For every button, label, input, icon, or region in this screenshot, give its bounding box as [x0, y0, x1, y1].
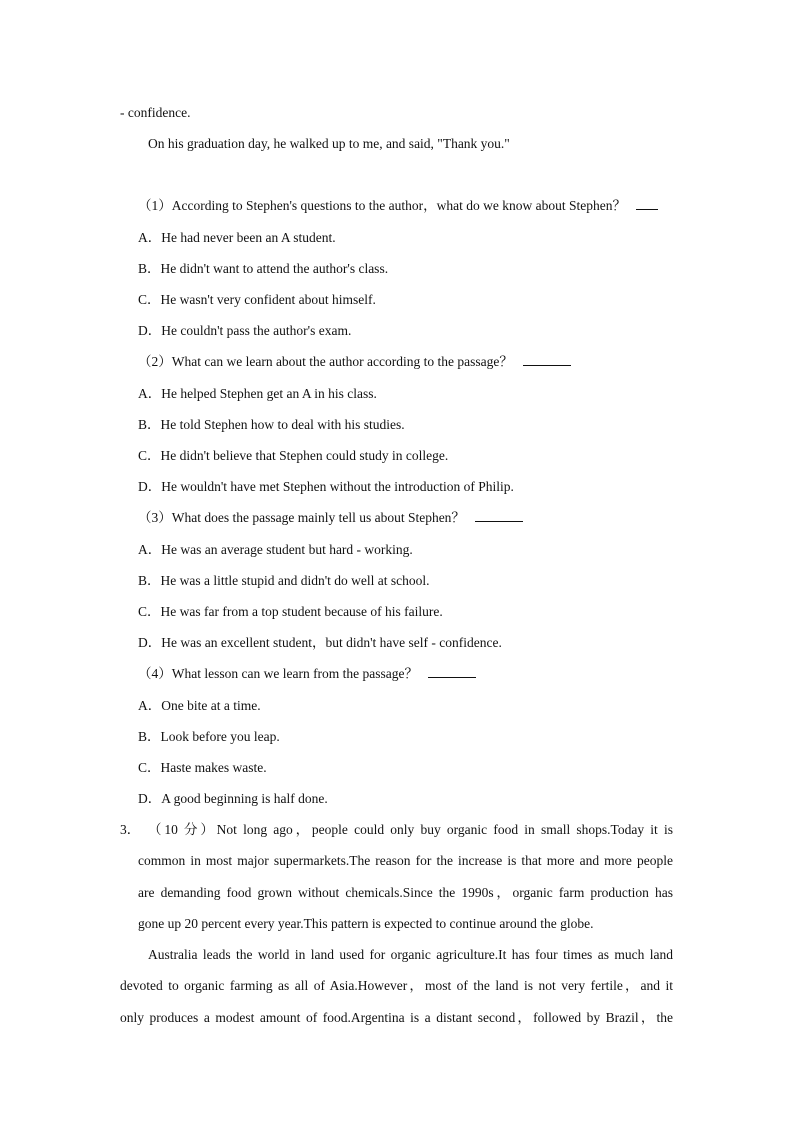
q3-option-b: B．He was a little stupid and didn't do well at school. — [138, 573, 430, 588]
paragraph-2-line-1: Australia leads the world in land used for organic agriculture.It has four times as much land — [148, 947, 673, 962]
q4-option-d: D．A good beginning is half done. — [138, 791, 328, 806]
section-3-line-3: are demanding food grown without chemicals.Since the 1990s，organic farm production has — [138, 885, 673, 900]
q2-option-b: B．He told Stephen how to deal with his studies. — [138, 417, 405, 432]
question-3-stem: （3）What does the passage mainly tell us about Stephen？ — [138, 509, 523, 527]
question-1-stem: （1）According to Stephen's questions to the author，what do we know about Stephen？ — [138, 197, 658, 215]
q3-option-d: D．He was an excellent student，but didn't have self - confidence. — [138, 635, 502, 650]
paragraph-2-line-3: only produces a modest amount of food.Argentina is a distant second，followed by Brazil，the — [120, 1010, 673, 1025]
section-3-line-2: common in most major supermarkets.The reason for the increase is that more and more people — [138, 853, 673, 868]
continuation-text: - confidence. — [120, 105, 191, 120]
section-3-line-4: gone up 20 percent every year.This pattern is expected to continue around the globe. — [138, 916, 594, 931]
section-3-number: 3． — [120, 822, 141, 837]
answer-blank — [523, 353, 571, 366]
answer-blank — [636, 197, 658, 210]
q1-option-b: B．He didn't want to attend the author's class. — [138, 261, 389, 276]
q4-option-b: B．Look before you leap. — [138, 729, 280, 744]
q2-option-a: A．He helped Stephen get an A in his class. — [138, 386, 377, 401]
q2-option-d: D．He wouldn't have met Stephen without the introduction of Philip. — [138, 479, 514, 494]
section-3-line-1: （10 分）Not long ago，people could only buy organic food in small shops.Today it is — [148, 822, 673, 837]
answer-blank — [475, 509, 523, 522]
q3-option-c: C．He was far from a top student because of his failure. — [138, 604, 443, 619]
q4-option-a: A．One bite at a time. — [138, 698, 261, 713]
q1-option-c: C．He wasn't very confident about himself. — [138, 292, 376, 307]
q1-option-d: D．He couldn't pass the author's exam. — [138, 323, 352, 338]
question-4-stem: （4）What lesson can we learn from the passage？ — [138, 665, 476, 683]
closing-sentence: On his graduation day, he walked up to me, and said, "Thank you." — [148, 136, 510, 151]
answer-blank — [428, 665, 476, 678]
q2-option-c: C．He didn't believe that Stephen could study in college. — [138, 448, 449, 463]
q1-option-a: A．He had never been an A student. — [138, 230, 336, 245]
question-2-stem: （2）What can we learn about the author according to the passage？ — [138, 353, 571, 371]
paragraph-2-line-2: devoted to organic farming as all of Asia.However，most of the land is not very fertile，and it — [120, 978, 673, 993]
q3-option-a: A．He was an average student but hard - working. — [138, 542, 413, 557]
q4-option-c: C．Haste makes waste. — [138, 760, 267, 775]
